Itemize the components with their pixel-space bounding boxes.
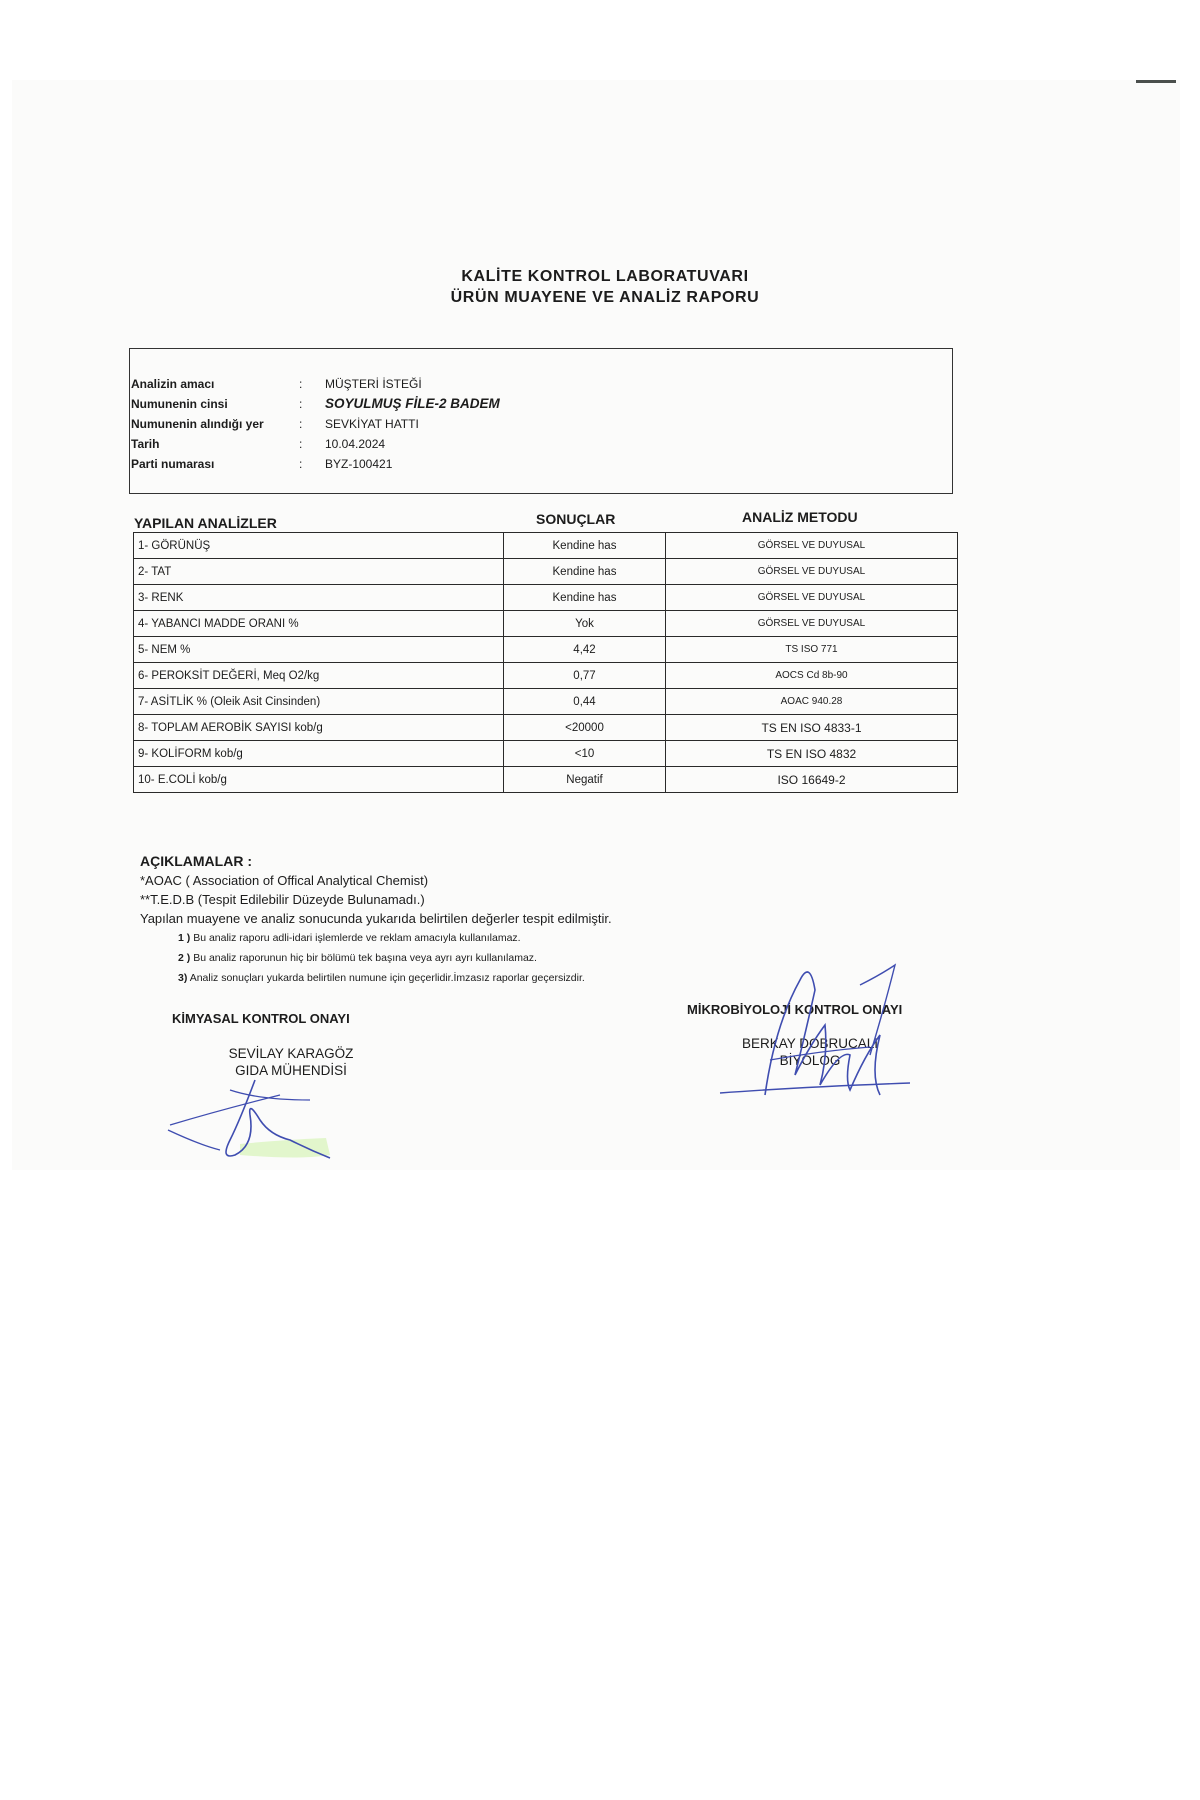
note-line: Yapılan muayene ve analiz sonucunda yukarıda belirtilen değerler tespit edilmiştir.	[140, 911, 612, 926]
table-row: 3- RENK Kendine has GÖRSEL VE DUYUSAL	[134, 585, 958, 611]
header-method: ANALİZ METODU	[742, 509, 858, 525]
scan-edge-mark	[1136, 80, 1176, 83]
note-line: **T.E.D.B (Tespit Edilebilir Düzeyde Bulunamadı.)	[140, 892, 425, 907]
table-row: 2- TAT Kendine has GÖRSEL VE DUYUSAL	[134, 559, 958, 585]
table-row: 8- TOPLAM AEROBİK SAYISI kob/g <20000 TS EN ISO 4833-1	[134, 715, 958, 741]
table-row: 5- NEM % 4,42 TS ISO 771	[134, 637, 958, 663]
micro-signature	[710, 955, 940, 1125]
analysis-table	[133, 532, 958, 793]
table-row: 4- YABANCI MADDE ORANI % Yok GÖRSEL VE DUYUSAL	[134, 611, 958, 637]
header-analyses: YAPILAN ANALİZLER	[134, 515, 277, 531]
note-line: *AOAC ( Association of Offical Analytical Chemist)	[140, 873, 429, 888]
lab-title: KALİTE KONTROL LABORATUVARI	[461, 268, 749, 285]
chemical-approval-heading: KİMYASAL KONTROL ONAYI	[172, 1011, 350, 1026]
table-row: 10- E.COLİ kob/g Negatif ISO 16649-2	[134, 767, 958, 793]
micro-signatory: BERKAY DOBRUCALI BİYOLOG	[741, 1036, 879, 1068]
note-rule: 1 ) Bu analiz raporu adli-idari işlemlerde ve reklam amacıyla kullanılamaz.	[178, 932, 521, 944]
table-row: 7- ASİTLİK % (Oleik Asit Cinsinden) 0,44 AOAC 940.28	[134, 689, 958, 715]
note-rule: 2 ) Bu analiz raporunun hiç bir bölümü tek başına veya ayrı ayrı kullanılamaz.	[178, 952, 537, 964]
chemical-signature	[160, 1060, 340, 1170]
header-results: SONUÇLAR	[536, 511, 616, 527]
notes-section	[140, 852, 612, 988]
notes-heading: AÇIKLAMALAR :	[140, 853, 252, 869]
table-row: 1- GÖRÜNÜŞ Kendine has GÖRSEL VE DUYUSAL	[134, 533, 958, 559]
report-title: ÜRÜN MUAYENE VE ANALİZ RAPORU	[450, 289, 760, 306]
micro-approval-heading: MİKROBİYOLOJİ KONTROL ONAYI	[687, 1002, 903, 1017]
note-rule: 3) Analiz sonuçları yukarda belirtilen numune için geçerlidir.İmzasız raporlar geçersizdir.	[178, 972, 585, 984]
chemical-signatory: SEVİLAY KARAGÖZ GIDA MÜHENDİSİ	[228, 1046, 354, 1078]
table-row: 6- PEROKSİT DEĞERİ, Meq O2/kg 0,77 AOCS Cd 8b-90	[134, 663, 958, 689]
table-row: 9- KOLİFORM kob/g <10 TS EN ISO 4832	[134, 741, 958, 767]
